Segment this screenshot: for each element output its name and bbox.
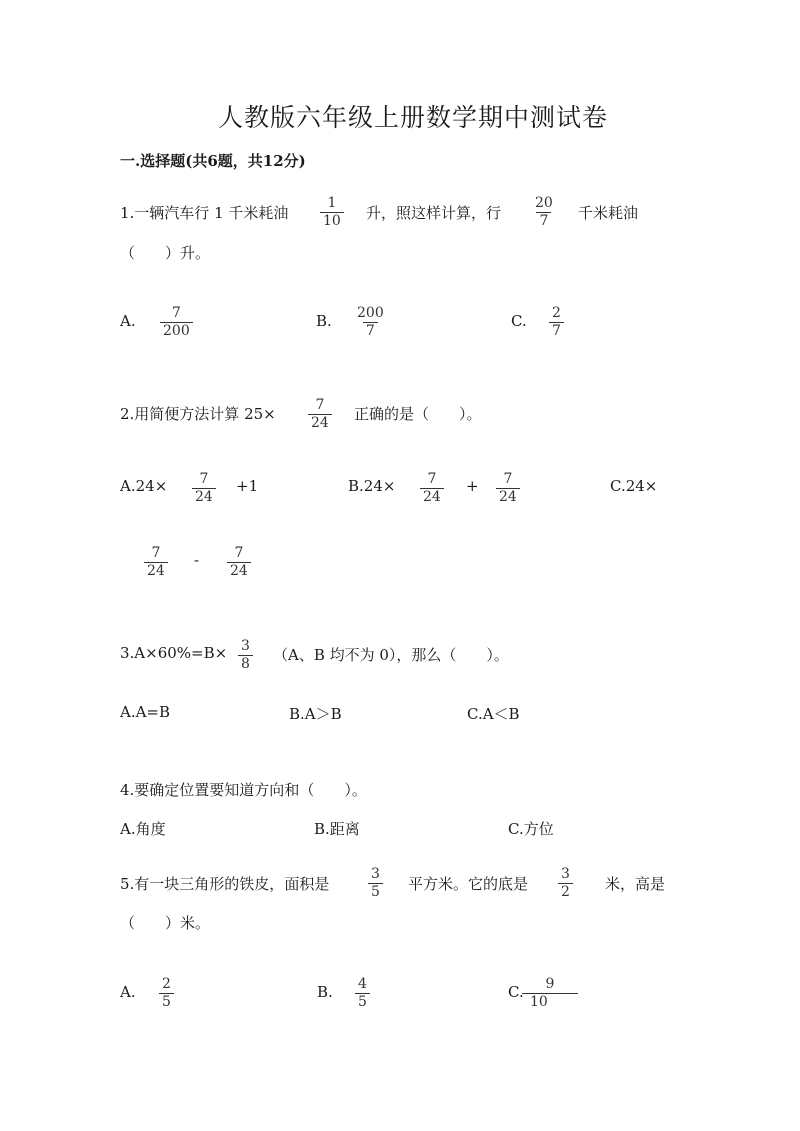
option-a[interactable]: A.角度: [120, 820, 166, 838]
fraction: [355, 976, 370, 1011]
numerator: 7: [171, 305, 181, 321]
numerator: 1: [327, 195, 337, 211]
option-label: C.: [508, 983, 524, 1001]
numerator: 3: [371, 866, 380, 882]
numerator: 2: [162, 976, 171, 992]
question-5-text-b: 平方米。它的底是: [408, 875, 529, 893]
option-label: C.: [511, 312, 527, 330]
question-1-text-b: 升，照这样计算，行: [366, 204, 502, 222]
fraction: [420, 471, 444, 506]
fraction: [368, 866, 383, 901]
question-2-text-a: 2.用简便方法计算 25×: [120, 405, 276, 423]
fraction: [227, 545, 251, 580]
numerator: 7: [427, 471, 437, 487]
option-b[interactable]: B.A＞B: [289, 705, 342, 723]
question-3-text-a: 3.A×60%=B×: [120, 644, 228, 662]
fraction: [238, 638, 253, 673]
denominator: 7: [536, 212, 551, 230]
numerator: 7: [315, 397, 325, 413]
question-5-text-a: 5.有一块三角形的铁皮，面积是: [120, 875, 330, 893]
fraction: [558, 866, 573, 901]
fraction: [159, 976, 174, 1011]
question-1-text-c: 千米耗油: [578, 204, 639, 222]
fraction: [522, 976, 578, 1011]
numerator: 200: [357, 305, 384, 321]
option-c[interactable]: C.方位: [508, 820, 554, 838]
question-1-text-d: （ ）升。: [120, 244, 211, 262]
numerator: 7: [503, 471, 513, 487]
numerator: 3: [561, 866, 570, 882]
numerator: 20: [535, 195, 553, 211]
denominator: 24: [227, 562, 251, 580]
numerator: 4: [358, 976, 367, 992]
denominator: 200: [160, 322, 193, 340]
page-title: 人教版六年级上册数学期中测试卷: [218, 103, 609, 132]
option-label: C.24×: [610, 477, 658, 495]
option-label: B.: [317, 983, 333, 1001]
denominator: 10: [522, 993, 578, 1011]
option-label: B.24×: [348, 477, 396, 495]
option-b[interactable]: B.距离: [314, 820, 360, 838]
denominator: 10: [320, 212, 344, 230]
question-5-text-d: （ ）米。: [120, 914, 211, 932]
question-3-text-b: （A、B 均不为 0），那么（ ）。: [273, 646, 509, 664]
denominator: 7: [363, 322, 378, 340]
operator: +: [466, 477, 479, 495]
fraction: [308, 397, 332, 432]
numerator: 7: [234, 545, 244, 561]
fraction: [354, 305, 387, 340]
denominator: 2: [558, 883, 573, 901]
fraction: [532, 195, 556, 230]
question-4-text: 4.要确定位置要知道方向和（ ）。: [120, 781, 367, 799]
question-2-text-b: 正确的是（ ）。: [354, 405, 482, 423]
numerator: 7: [151, 545, 161, 561]
denominator: 8: [238, 655, 253, 673]
fraction: [160, 305, 193, 340]
numerator: 9: [545, 976, 555, 992]
section-heading: 一.选择题(共6题，共12分): [120, 152, 306, 170]
denominator: 24: [308, 414, 332, 432]
denominator: 5: [368, 883, 383, 901]
denominator: 5: [355, 993, 370, 1011]
fraction: [144, 545, 168, 580]
question-1-text-a: 1.一辆汽车行 1 千米耗油: [120, 204, 289, 222]
fraction: [496, 471, 520, 506]
option-a[interactable]: A.A=B: [120, 703, 171, 721]
denominator: 5: [159, 993, 174, 1011]
option-label: A.: [120, 312, 136, 330]
denominator: 24: [192, 488, 216, 506]
option-label: A.: [120, 983, 136, 1001]
option-tail: +1: [236, 477, 259, 495]
option-c[interactable]: C.A＜B: [467, 705, 520, 723]
fraction: [320, 195, 344, 230]
fraction: [549, 305, 564, 340]
operator: -: [194, 551, 200, 569]
option-label: B.: [316, 312, 332, 330]
denominator: 24: [496, 488, 520, 506]
fraction: [192, 471, 216, 506]
denominator: 24: [420, 488, 444, 506]
denominator: 7: [549, 322, 564, 340]
question-5-text-c: 米，高是: [605, 875, 666, 893]
numerator: 7: [199, 471, 209, 487]
denominator: 24: [144, 562, 168, 580]
option-label: A.24×: [120, 477, 168, 495]
numerator: 3: [241, 638, 250, 654]
numerator: 2: [552, 305, 561, 321]
